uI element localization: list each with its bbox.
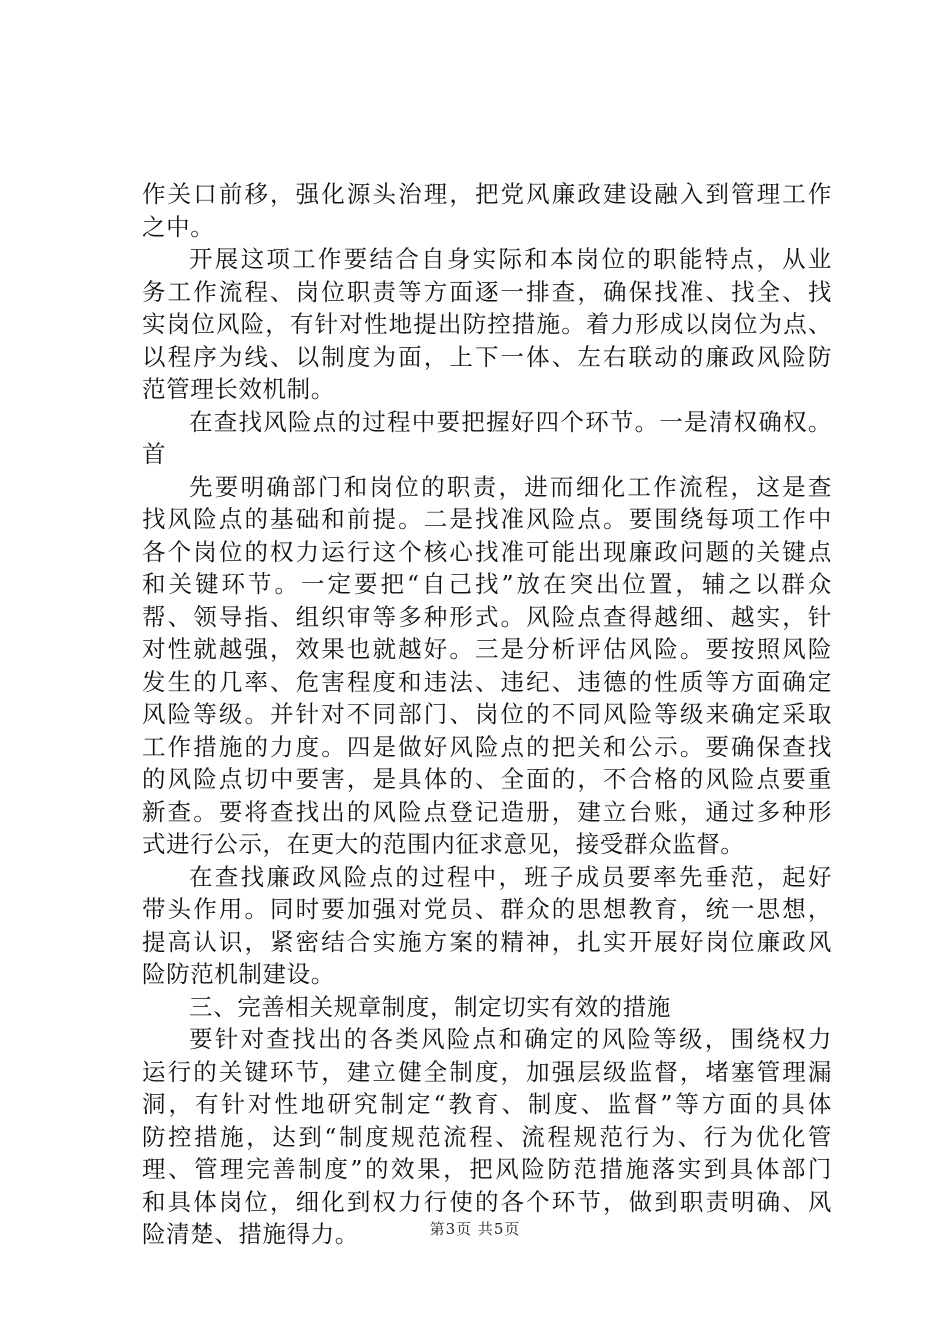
text-line: 以程序为线、以制度为面，上下一体、左右联动的廉政风险防 [142,342,832,371]
text-line: 的风险点切中要害，是具体的、全面的，不合格的风险点要重 [142,765,832,793]
text-line: 务工作流程、岗位职责等方面逐一排查，确保找准、找全、找 [142,277,832,306]
text-line: 在查找廉政风险点的过程中，班子成员要率先垂范，起好 [189,862,832,891]
text-line: 帮、领导指、组织审等多种形式。风险点查得越细、越实，针 [142,602,832,631]
text-line: 运行的关键环节，建立健全制度，加强层级监督，堵塞管理漏 [142,1057,832,1086]
text-line: 工作措施的力度。四是做好风险点的把关和公示。要确保查找 [142,732,832,761]
text-line: 要针对查找出的各类风险点和确定的风险等级，围绕权力 [189,1025,832,1053]
text-line: 带头作用。同时要加强对党员、群众的思想教育，统一思想， [142,895,832,923]
text-line: 找风险点的基础和前提。二是找准风险点。要围绕每项工作中 [142,505,832,533]
text-line: 提高认识，紧密结合实施方案的精神，扎实开展好岗位廉政风 [142,927,832,956]
text-line: 之中。 [142,212,215,241]
text-line: 式进行公示，在更大的范围内征求意见，接受群众监督。 [142,830,745,858]
text-line: 新查。要将查找出的风险点登记造册，建立台账，通过多种形 [142,797,832,826]
text-line: 范管理长效机制。 [142,375,335,403]
text-line: 防控措施，达到“制度规范流程、流程规范行为、行为优化管 [142,1122,832,1151]
text-line: 首 [142,440,167,468]
page-number-label: 第3页 共5页 [429,1220,521,1238]
text-line: 先要明确部门和岗位的职责，进而细化工作流程，这是查 [189,472,832,501]
text-line: 和关键环节。一定要把“自己找”放在突出位置，辅之以群众 [142,570,832,598]
text-line: 作关口前移，强化源头治理，把党风廉政建设融入到管理工作 [142,180,832,208]
text-line: 发生的几率、危害程度和违法、违纪、违德的性质等方面确定 [142,667,832,696]
text-line: 各个岗位的权力运行这个核心找准可能出现廉政问题的关键点 [142,537,832,566]
text-line: 洞，有针对性地研究制定“教育、制度、监督”等方面的具体 [142,1090,832,1118]
text-line: 开展这项工作要结合自身实际和本岗位的职能特点，从业 [189,245,832,273]
page-footer [0,1218,950,1239]
text-line: 对性就越强，效果也就越好。三是分析评估风险。要按照风险 [142,635,832,663]
text-line: 在查找风险点的过程中要把握好四个环节。一是清权确权。 [189,407,832,436]
text-line: 和具体岗位，细化到权力行使的各个环节，做到职责明确、风 [142,1187,832,1216]
text-line: 险清楚、措施得力。 [142,1220,359,1248]
document-body [142,178,832,1251]
text-line: 理、管理完善制度”的效果，把风险防范措施落实到具体部门 [142,1155,832,1183]
section-heading: 三、完善相关规章制度，制定切实有效的措施 [189,992,671,1021]
text-line: 险防范机制建设。 [142,960,335,988]
text-line: 风险等级。并针对不同部门、岗位的不同风险等级来确定采取 [142,700,832,728]
text-line: 实岗位风险，有针对性地提出防控措施。着力形成以岗位为点、 [142,310,832,338]
